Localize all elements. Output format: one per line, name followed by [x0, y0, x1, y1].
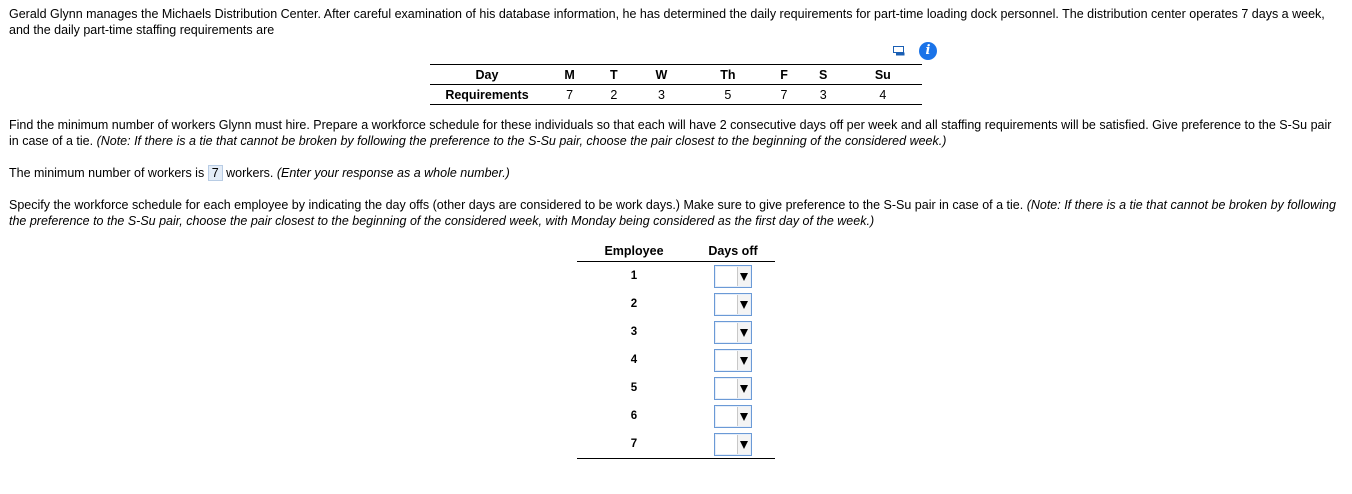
days-off-select[interactable] [714, 405, 752, 428]
days-off-select[interactable] [714, 293, 752, 316]
schedule-note: (Note: If there is a tie that cannot be broken by following the preference to the S-Su pair, choose the pair closest to the beginning of the considered week, with Monday being considered as the first day of the week.) [9, 198, 1336, 228]
schedule-text: Specify the workforce schedule for each employee by indicating the day offs (other days are considered to be work days.) Make sure to give preference to the S-Su pair in case of a tie. [9, 198, 1024, 212]
intro-paragraph [9, 6, 1343, 38]
employee-number: 6 [630, 410, 638, 422]
min-workers-paragraph [9, 165, 1343, 181]
schedule-table [577, 240, 775, 459]
table-row [577, 262, 775, 291]
schedule-header-row [577, 240, 775, 262]
find-note: (Note: If there is a tie that cannot be broken by following the preference to the S-Su pair, choose the pair closest to the beginning of the considered week.) [96, 134, 947, 148]
employee-header: Employee [577, 240, 691, 262]
requirements-label: Requirements [430, 85, 544, 105]
table-row [577, 430, 775, 459]
days-off-select[interactable] [714, 433, 752, 456]
requirement-value: 5 [690, 85, 765, 105]
min-workers-answer[interactable]: 7 [208, 165, 223, 181]
requirement-value: 7 [765, 85, 802, 105]
requirement-value: 3 [633, 85, 691, 105]
day-header: Day [430, 65, 544, 85]
chevron-down-icon[interactable] [737, 323, 750, 342]
employee-number: 3 [630, 326, 638, 338]
requirements-header-row [430, 65, 922, 85]
requirements-table [430, 64, 922, 105]
table-row [577, 318, 775, 346]
chevron-down-icon[interactable] [737, 435, 750, 454]
find-paragraph [9, 117, 1343, 149]
table-row [577, 346, 775, 374]
day-W: W [633, 65, 691, 85]
employee-number: 1 [630, 270, 638, 282]
days-off-select[interactable] [714, 377, 752, 400]
day-T: T [595, 65, 632, 85]
chevron-down-icon[interactable] [737, 267, 750, 286]
days-off-select[interactable] [714, 321, 752, 344]
chevron-down-icon[interactable] [737, 379, 750, 398]
info-icon[interactable]: i [919, 42, 937, 60]
day-M: M [544, 65, 595, 85]
chevron-down-icon[interactable] [737, 407, 750, 426]
requirement-value: 4 [844, 85, 922, 105]
days-off-header: Days off [691, 240, 775, 262]
chevron-down-icon[interactable] [737, 295, 750, 314]
day-S: S [803, 65, 844, 85]
day-Th: Th [690, 65, 765, 85]
day-Su: Su [844, 65, 922, 85]
day-F: F [765, 65, 802, 85]
employee-number: 7 [577, 430, 691, 459]
requirement-value: 3 [803, 85, 844, 105]
intro-text: Gerald Glynn manages the Michaels Distribution Center. After careful examination of his database information, he has determined the daily requirements for part-time loading dock personnel. The distribution center operates 7 days a week, and the daily part-time staffing requirements are [9, 7, 1325, 37]
employee-number: 4 [630, 354, 638, 366]
days-off-select[interactable] [714, 265, 752, 288]
days-off-select[interactable] [714, 349, 752, 372]
table-row [577, 374, 775, 402]
min-workers-note: (Enter your response as a whole number.) [276, 166, 510, 180]
table-row [577, 402, 775, 430]
min-workers-prefix: The minimum number of workers is [9, 166, 205, 180]
chevron-down-icon[interactable] [737, 351, 750, 370]
employee-number: 5 [630, 382, 638, 394]
table-row [577, 290, 775, 318]
requirement-value: 2 [595, 85, 632, 105]
find-text: Find the minimum number of workers Glynn must hire. Prepare a workforce schedule for these individuals so that each will have 2 consecutive days off per week and all staffing requirements will be satisfied. Give preference to the S-Su pair in case of a tie. [9, 118, 1332, 148]
requirements-values-row [430, 85, 922, 105]
print-icon[interactable] [893, 46, 905, 56]
min-workers-suffix: workers. [226, 166, 274, 180]
requirement-value: 7 [544, 85, 595, 105]
schedule-paragraph [9, 197, 1343, 229]
employee-number: 2 [630, 298, 638, 310]
